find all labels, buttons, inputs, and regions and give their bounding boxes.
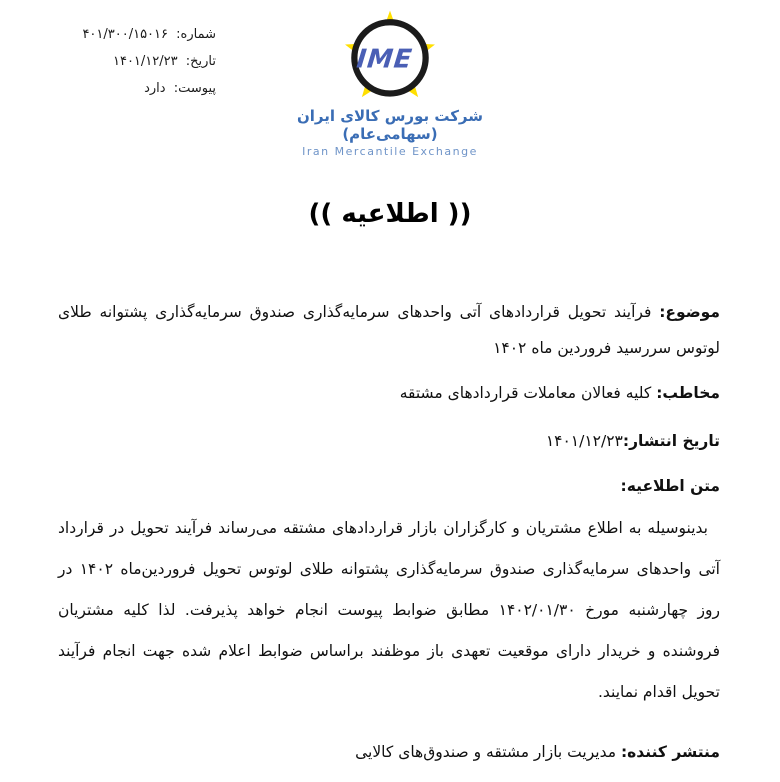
publish-date-value: ۱۴۰۱/۱۲/۲۳ xyxy=(545,432,623,450)
body-label: متن اطلاعیه: xyxy=(620,477,720,495)
ime-logo xyxy=(270,8,510,158)
doc-date-label: تاریخ: xyxy=(185,54,216,69)
company-name-fa: شرکت بورس کالای ایران (سهامی‌عام) xyxy=(296,107,484,143)
publisher-line xyxy=(58,734,720,770)
ime-monogram: IME xyxy=(355,44,414,75)
page-title: (( اطلاعیه )) xyxy=(308,199,472,229)
audience-line xyxy=(58,375,720,411)
letterhead-meta xyxy=(64,27,216,108)
publisher-label: منتشر کننده: xyxy=(620,743,720,761)
subject-text: فرآیند تحویل قراردادهای آتی واحدهای سرمایه‌گذاری صندوق سرمایه‌گذاری پشتوانه طلای لوتوس سررسید فروردین ماه ۱۴۰۲ xyxy=(58,303,720,357)
audience-label: مخاطب: xyxy=(656,384,720,402)
doc-number-row xyxy=(64,27,216,42)
doc-number-value: ۴۰۱/۳۰۰/۱۵۰۱۶ xyxy=(82,27,169,42)
doc-date-value: ۱۴۰۱/۱۲/۲۳ xyxy=(112,54,178,69)
doc-attachment-value: دارد xyxy=(144,81,166,96)
doc-attachment-label: پیوست: xyxy=(173,81,216,96)
subject-line xyxy=(58,294,720,366)
doc-number-label: شماره: xyxy=(176,27,216,42)
ime-emblem-icon xyxy=(336,8,444,106)
publisher-text: مدیریت بازار مشتقه و صندوق‌های کالایی xyxy=(355,743,617,761)
publish-date-label: تاریخ انتشار: xyxy=(622,432,720,450)
announcement-text: بدینوسیله به اطلاع مشتریان و کارگزاران بازار قراردادهای مشتقه می‌رساند فرآیند تحویل در قرارداد آتی واحدهای سرمایه‌گذاری صندوق سرمایه‌گذاری پشتوانه طلای لوتوس تحویل فروردین‌ماه ۱۴۰۲ در روز چهارشنبه مورخ ۱۴۰۲/۰۱/۳۰ مطابق ضوابط پیوست انجام خواهد پذیرفت. لذا کلیه مشتریان فروشنده و خریدار دارای موقعیت تعهدی باز موظفند براساس ضوابط اعلام شده جهت انجام فرآیند تحویل اقدام نمایند. xyxy=(58,519,721,701)
subject-label: موضوع: xyxy=(659,303,720,321)
doc-attachment-row xyxy=(64,81,216,96)
document-body xyxy=(58,294,720,770)
company-name-en: Iran Mercantile Exchange xyxy=(302,145,478,158)
publish-date-line xyxy=(58,423,720,459)
audience-text: کلیه فعالان معاملات قراردادهای مشتقه xyxy=(399,384,652,402)
doc-date-row xyxy=(64,54,216,69)
